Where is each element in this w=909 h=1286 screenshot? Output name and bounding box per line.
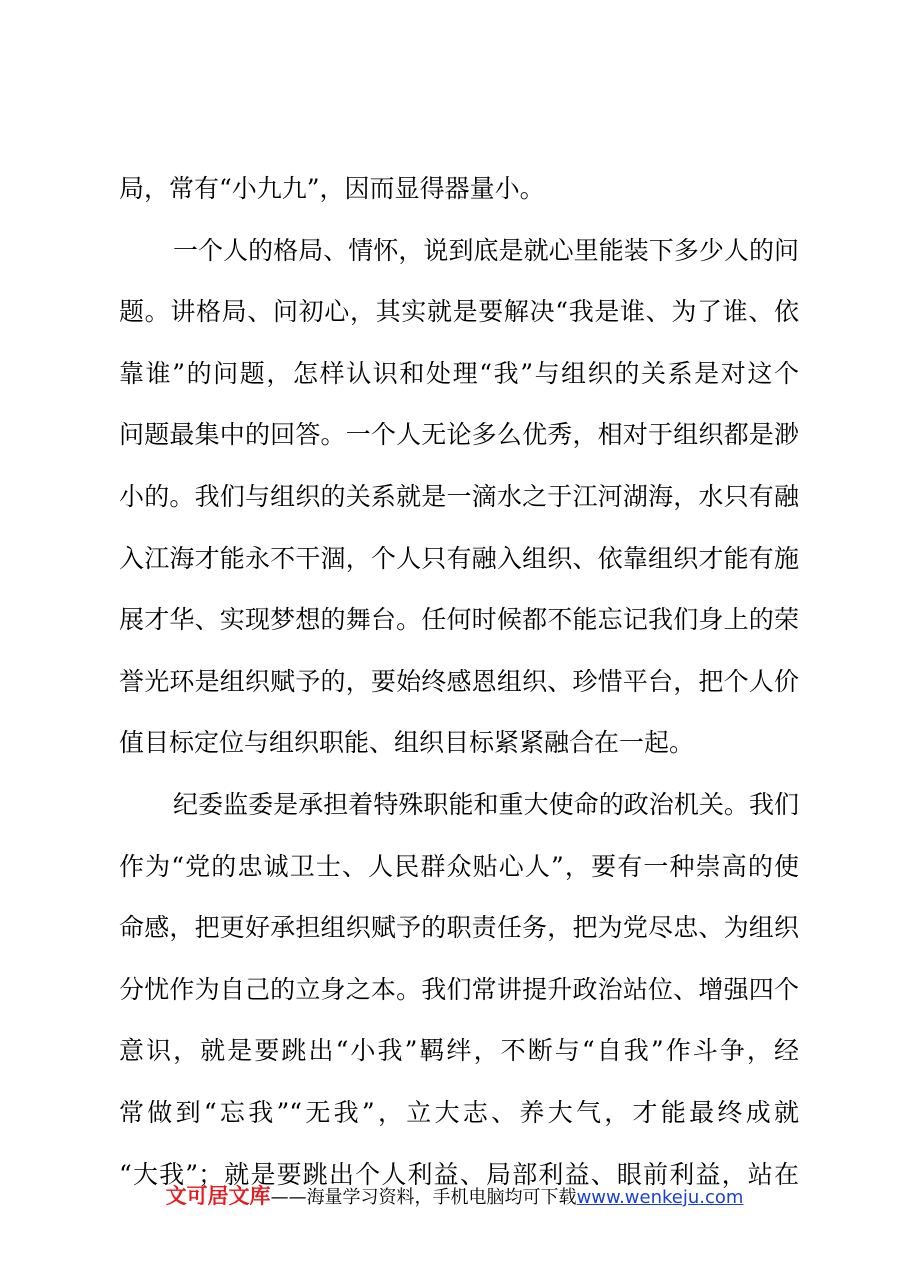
text-line: 靠谁”的问题，怎样认识和处理“我”与组织的关系是对这个 (119, 358, 799, 388)
text-line: 局，常有“小九九”，因而显得器量小。 (119, 174, 545, 203)
text-line: 题。讲格局、问初心，其实就是要解决“我是谁、为了谁、依 (119, 297, 799, 327)
text-line: 常做到“忘我”“无我”，立大志、养大气，才能最终成就 (119, 1097, 799, 1127)
text-line: 作为“党的忠诚卫士、人民群众贴心人”，要有一种崇高的使 (119, 851, 799, 881)
text-line: 意识，就是要跳出“小我”羁绊，不断与“自我”作斗争，经 (119, 1036, 799, 1066)
text-line: 展才华、实现梦想的舞台。任何时候都不能忘记我们身上的荣 (119, 605, 799, 635)
footer-brand: 文可居文库 (165, 1184, 271, 1208)
footer-tagline: ——海量学习资料，手机电脑均可下载 (270, 1187, 577, 1208)
text-line: 值目标定位与组织职能、组织目标紧紧融合在一起。 (119, 728, 695, 758)
text-line: 纪委监委是承担着特殊职能和重大使命的政治机关。我们 (173, 789, 799, 819)
page-footer (0, 1182, 909, 1212)
footer-url-link[interactable]: www.wenkeju.com (576, 1187, 744, 1208)
text-line: 小的。我们与组织的关系就是一滴水之于江河湖海，水只有融 (119, 481, 799, 511)
text-line: 一个人的格局、情怀，说到底是就心里能装下多少人的问 (173, 235, 799, 265)
text-line: 问题最集中的回答。一个人无论多么优秀，相对于组织都是渺 (119, 420, 799, 450)
text-line: 入江海才能永不干涸，个人只有融入组织、依靠组织才能有施 (119, 543, 799, 573)
document-body (119, 158, 799, 1205)
text-line: “大我”；就是要跳出个人利益、局部利益、眼前利益，站在 (119, 1159, 799, 1189)
text-line: 命感，把更好承担组织赋予的职责任务，把为党尽忠、为组织 (119, 913, 799, 943)
text-line: 誉光环是组织赋予的，要始终感恩组织、珍惜平台，把个人价 (119, 666, 799, 696)
text-line: 分忧作为自己的立身之本。我们常讲提升政治站位、增强四个 (119, 974, 799, 1004)
